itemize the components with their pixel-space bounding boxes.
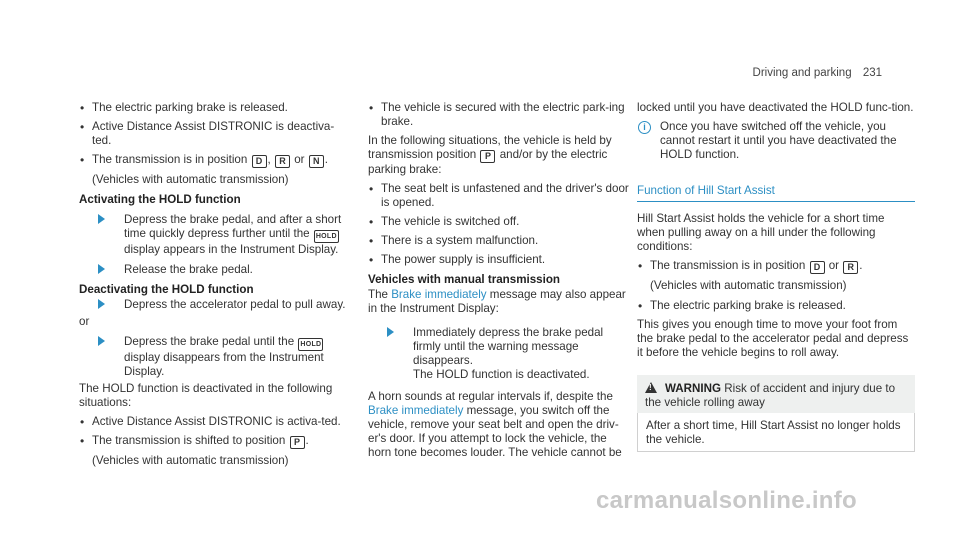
note-text: (Vehicles with automatic transmission) (92, 454, 289, 467)
column-2 (368, 101, 630, 465)
hold-symbol-icon: HOLD (298, 338, 323, 351)
paragraph: This gives you enough time to move your foot from the brake pedal to the accelerator pedal and depress it before the vehicle begins to roll away. (637, 318, 909, 359)
item-text: The transmission is shifted to position (92, 434, 289, 447)
gear-r-key-icon: R (275, 155, 290, 168)
step-text: Depress the brake pedal, and after a short time quickly depress further until the (124, 213, 342, 240)
paragraph-text: and/or by the electric parking brake: (368, 148, 608, 176)
list-item: • Active Distance Assist DISTRONIC is deactiva-ted. (79, 120, 351, 148)
item-text: or (290, 153, 308, 166)
paragraph-text: message, you switch off the vehicle, remove your seat belt and open the driv-er's door. If you attempt to lock the vehicle, the horn tone becomes louder. The vehicle cannot be (368, 404, 622, 459)
step-arrow-icon (98, 299, 105, 309)
note-text: (Vehicles with automatic transmission) (92, 173, 289, 186)
item-text: or (825, 259, 843, 272)
gear-r-key-icon: R (843, 261, 858, 274)
gear-d-key-icon: D (810, 261, 825, 274)
heading-manual-transmission: Vehicles with manual transmission (368, 273, 561, 286)
item-text: The transmission is in position (92, 153, 251, 166)
paragraph: The HOLD function is deactivated in the following situations: (79, 382, 333, 409)
paragraph: locked until you have deactivated the HOLD func-tion. (637, 101, 914, 114)
step-arrow-icon (98, 214, 105, 224)
warning-detail: After a short time, Hill Start Assist no longer holds the vehicle. (637, 413, 915, 452)
paragraph-text: message may also appear in the Instrument Display: (368, 288, 626, 315)
page-number: 231 (862, 67, 882, 79)
item-text: . (859, 259, 863, 272)
list-item: • The electric parking brake is released. (79, 101, 351, 115)
list-item (79, 153, 351, 168)
paragraph-text: In the following situations, the vehicle is held by transmission position (368, 134, 612, 161)
warning-triangle-icon (645, 382, 657, 393)
list-item: • The vehicle is secured with the electric park-ing brake. (368, 101, 630, 129)
item-text: , (267, 153, 274, 166)
note-text: (Vehicles with automatic transmission) (650, 279, 847, 292)
step-text: Release the brake pedal. (124, 263, 253, 276)
paragraph-text: The (368, 288, 392, 301)
watermark: carmanualsonline.info (596, 487, 858, 514)
section-title: Driving and parking (752, 67, 852, 79)
step (79, 298, 351, 312)
list-item: • The vehicle is switched off. (368, 215, 630, 229)
heading-activating-hold: Activating the HOLD function (79, 193, 241, 206)
warning-box (637, 375, 915, 413)
step-text: Depress the accelerator pedal to pull away. (124, 298, 346, 311)
gear-n-key-icon: N (309, 155, 324, 168)
list-item: • There is a system malfunction. (368, 234, 630, 248)
step (79, 263, 351, 277)
brake-immediately-message: Brake immediately (391, 288, 487, 301)
list-item (79, 434, 351, 449)
item-text: . (324, 153, 328, 166)
list-item (637, 259, 915, 274)
gear-p-key-icon: P (480, 150, 495, 163)
step-text: display disappears from the Instrument Display. (124, 351, 324, 378)
step-arrow-icon (387, 327, 394, 337)
step (79, 213, 351, 257)
brake-immediately-message: Brake immediately (368, 404, 464, 417)
warning-text: Risk of accident and injury due to the vehicle rolling away (645, 382, 896, 409)
section-heading: Function of Hill Start Assist (637, 184, 915, 202)
column-1 (79, 101, 351, 474)
list-item: • Active Distance Assist DISTRONIC is activa-ted. (79, 415, 351, 429)
step-arrow-icon (98, 336, 105, 346)
gear-p-key-icon: P (290, 436, 305, 449)
info-icon: i (638, 121, 651, 134)
info-note (637, 120, 915, 162)
hold-symbol-icon: HOLD (314, 230, 339, 243)
item-text: . (305, 434, 309, 447)
step-text: Depress the brake pedal until the (124, 335, 298, 348)
paragraph (368, 134, 630, 177)
paragraph: Hill Start Assist holds the vehicle for a short time when pulling away on a hill under the following conditions: (637, 212, 885, 253)
paragraph-text: A horn sounds at regular intervals if, despite the (368, 390, 613, 403)
step (79, 335, 351, 379)
step-text: display appears in the Instrument Display. (124, 243, 339, 256)
list-item: • The seat belt is unfastened and the driver's door is opened. (368, 182, 630, 210)
step-result: The HOLD function is deactivated. (413, 368, 590, 381)
page-header (753, 66, 882, 80)
column-3 (637, 101, 915, 452)
step-arrow-icon (98, 264, 105, 274)
list-item: • The electric parking brake is released. (637, 299, 915, 313)
warning-title: WARNING (665, 382, 722, 395)
info-text: Once you have switched off the vehicle, you cannot restart it until you have deactivated the HOLD function. (660, 120, 897, 161)
step-text: Immediately depress the brake pedal firmly until the warning message disappears. (413, 326, 604, 367)
paragraph (368, 288, 630, 316)
heading-deactivating-hold: Deactivating the HOLD function (79, 283, 254, 296)
gear-d-key-icon: D (252, 155, 267, 168)
list-item: • The power supply is insufficient. (368, 253, 630, 267)
item-text: The transmission is in position (650, 259, 809, 272)
paragraph (368, 390, 630, 460)
step (368, 326, 630, 382)
or-text: or (79, 315, 90, 328)
